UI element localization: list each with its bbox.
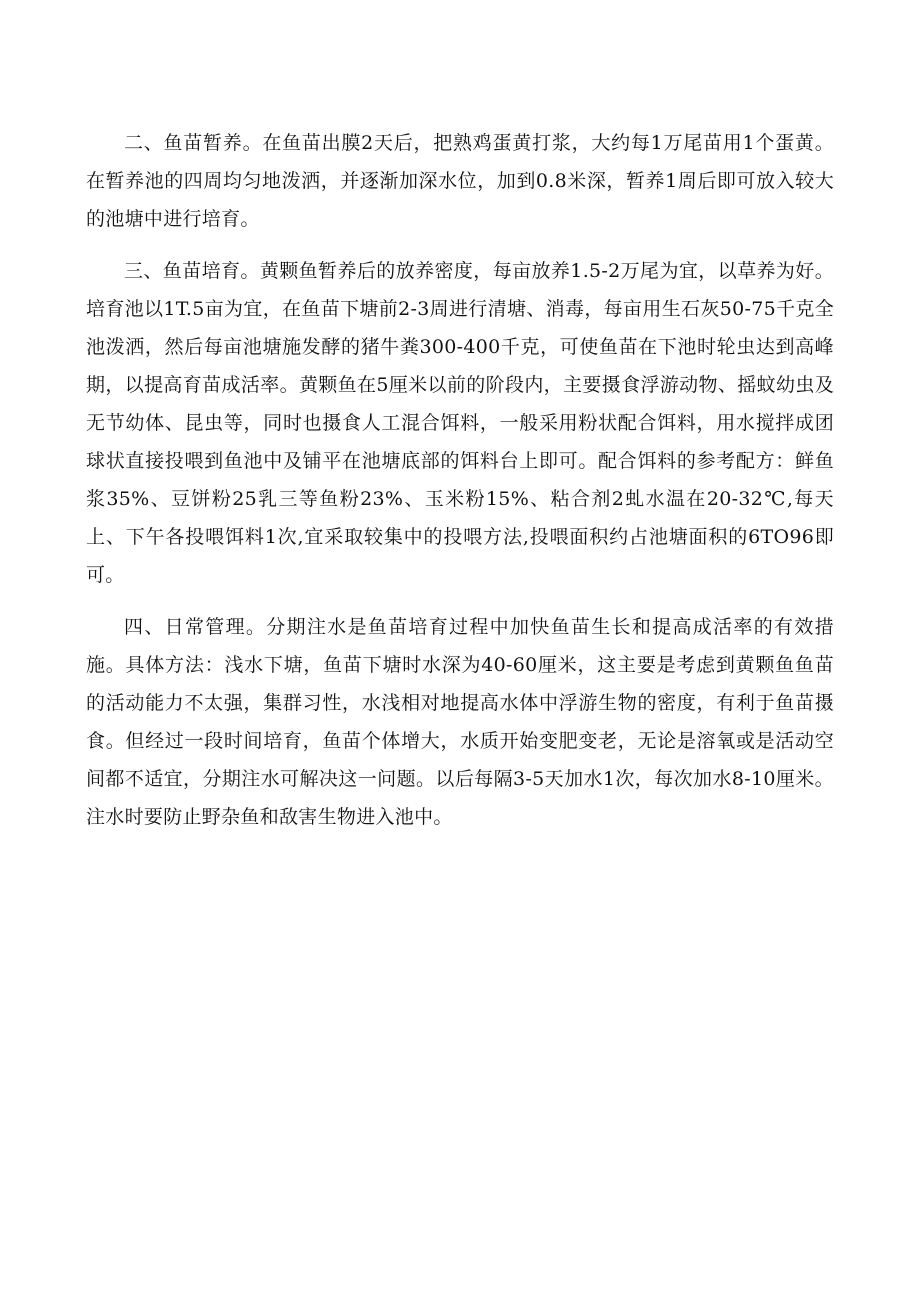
paragraph-fry-temporary-rearing: 二、鱼苗暂养。在鱼苗出膜2天后，把熟鸡蛋黄打浆，大约每1万尾苗用1个蛋黄。在暂养池的四周均匀地泼洒，并逐渐加深水位，加到0.8米深，暂养1周后即可放入较大的池塘中进行培育。 bbox=[86, 132, 834, 230]
paragraph-fry-cultivation: 三、鱼苗培育。黄颗鱼暂养后的放养密度，每亩放养1.5-2万尾为宜，以草养为好。培育池以1T.5亩为宜，在鱼苗下塘前2-3周进行清塘、消毒，每亩用生石灰50-75千克全池泼洒，然后每亩池塘施发酵的猪牛粪300-400千克，可使鱼苗在下池时轮虫达到高峰期，以提高育苗成活率。黄颗鱼在5厘米以前的阶段内，主要摄食浮游动物、摇蚊幼虫及无节幼体、昆虫等，同时也摄食人工混合饵料，一般采用粉状配合饵料，用水搅拌成团球状直接投喂到鱼池中及铺平在池塘底部的饵料台上即可。配合饵料的参考配方：鲜鱼浆35%、豆饼粉25乳三等鱼粉23%、玉米粉15%、粘合剂2虬水温在20-32℃,每天上、下午各投喂饵料1次,宜采取较集中的投喂方法,投喂面积约占池塘面积的6TO96即可。 bbox=[86, 260, 834, 586]
document-body bbox=[86, 124, 834, 850]
paragraph-daily-management: 四、日常管理。分期注水是鱼苗培育过程中加快鱼苗生长和提高成活率的有效措施。具体方法：浅水下塘，鱼苗下塘时水深为40-60厘米，这主要是考虑到黄颗鱼鱼苗的活动能力不太强，集群习性，水浅相对地提高水体中浮游生物的密度，有利于鱼苗摄食。但经过一段时间培育，鱼苗个体增大，水质开始变肥变老，无论是溶氧或是活动空间都不适宜，分期注水可解决这一问题。以后每隔3-5天加水1次，每次加水8-10厘米。注水时要防止野杂鱼和敌害生物进入池中。 bbox=[86, 616, 834, 828]
